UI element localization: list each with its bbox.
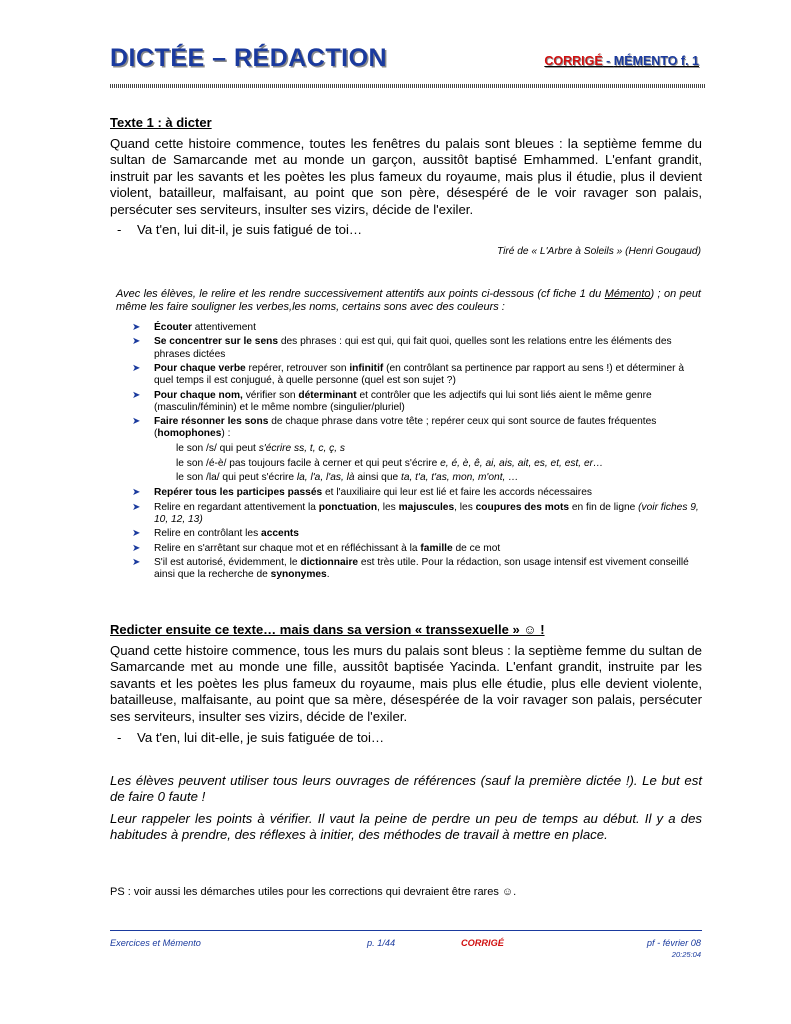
corrige-label: CORRIGÉ xyxy=(544,54,603,68)
texte1-dialogue: Va t'en, lui dit-il, je suis fatigué de toi… xyxy=(137,222,363,237)
item-text: . xyxy=(326,569,330,581)
item-bold: infinitif xyxy=(349,362,384,374)
footer-left: Exercices et Mémento xyxy=(110,938,201,948)
item-bold: Pour chaque verbe xyxy=(154,362,246,374)
list-item xyxy=(130,336,702,360)
item-text: ainsi que xyxy=(354,472,402,484)
item-bold: homophones xyxy=(157,428,222,440)
memento-label: MÉMENTO f. 1 xyxy=(613,54,699,68)
item-bold: Pour chaque nom, xyxy=(154,389,243,401)
item-italic: e, é, è, ê, ai, ais, ait, es, et, est, er… xyxy=(440,457,604,469)
item-text: le son /s/ qui peut xyxy=(176,442,259,454)
list-item xyxy=(130,557,702,581)
item-italic: ta, t'a, t'as, mon, m'ont, … xyxy=(401,472,519,484)
arrow-bullet-icon: ➤ xyxy=(132,501,141,513)
item-bold: Faire résonner les sons xyxy=(154,416,269,428)
item-text: S'il est autorisé, évidemment, le xyxy=(154,556,301,568)
item-text: Relire en contrôlant les xyxy=(154,528,262,540)
item-bold: coupures des mots xyxy=(475,501,570,513)
sound-item xyxy=(130,472,702,484)
sound-item xyxy=(130,443,702,455)
item-text: ) : xyxy=(221,428,231,440)
item-text: attentivement xyxy=(191,322,256,333)
item-bold: Se concentrer sur le sens xyxy=(154,336,279,348)
source-credit: Tiré de « L'Arbre à Soleils » (Henri Gougaud) xyxy=(496,246,701,257)
item-bold: accents xyxy=(261,528,299,540)
item-text: repérer, retrouver son xyxy=(245,362,350,374)
item-bold: ponctuation xyxy=(318,501,378,513)
footer-corrige: CORRIGÉ xyxy=(461,938,504,948)
item-text: (en contrôlant sa pertinence par rapport au sens !) et déterminer à quel temps il est conjugué, à quelle personne (quel est son sujet ?) xyxy=(154,362,684,387)
footer-time: 20:25:04 xyxy=(671,950,701,959)
note-paragraph-1: Les élèves peuvent utiliser tous leurs ouvrages de références (sauf la première dictée !). Le but est de faire 0 faute ! xyxy=(110,773,702,805)
item-text: , les xyxy=(377,501,399,513)
item-bold: Écouter xyxy=(154,322,192,333)
item-text: le son /la/ qui peut s'écrire xyxy=(176,472,297,484)
arrow-bullet-icon: ➤ xyxy=(132,542,141,554)
dash-mark: - xyxy=(117,222,122,237)
page-title: DICTÉE – RÉDACTION xyxy=(110,44,388,72)
ps-note: PS : voir aussi les démarches utiles pour les corrections qui devraient être rares ☺. xyxy=(110,886,517,898)
arrow-bullet-icon: ➤ xyxy=(132,389,141,401)
item-bold: synonymes xyxy=(270,569,327,581)
list-item xyxy=(130,502,702,526)
texte1-paragraph: Quand cette histoire commence, toutes les fenêtres du palais sont bleues : la septième femme du sultan de Samarcande met au monde un garçon, aussitôt baptisé Emhammed. L'enfant grandit, instruit par les savants et les poètes les plus fameux du royaume, mais plus il étudie, plus il devient violent, batailleur, malfaisant, au point que son père, désespéré de le voir ravager son palais, persécuter ses serviteurs, insulter ses vizirs, décide de l'exiler. xyxy=(110,136,702,217)
texte2-heading: Redicter ensuite ce texte… mais dans sa version « transsexuelle » ☺ ! xyxy=(110,622,545,637)
header-hatched-rule xyxy=(110,84,706,88)
instructions-intro xyxy=(116,288,701,314)
texte1-dialogue-line xyxy=(117,222,362,237)
texte1-heading: Texte 1 : à dicter xyxy=(110,115,212,130)
arrow-bullet-icon: ➤ xyxy=(132,487,141,499)
sound-item xyxy=(130,458,702,470)
footer-page-number: p. 1/44 xyxy=(367,938,396,948)
texte2-dialogue: Va t'en, lui dit-elle, je suis fatiguée de toi… xyxy=(137,730,385,745)
intro-text-b: ) ; on peut même les faire souligner les verbes,les noms, certains sons avec des couleurs : xyxy=(116,288,701,314)
item-text: le son /é-è/ pas toujours facile à cerner et qui peut s'écrire xyxy=(176,457,441,469)
item-text: est très utile. Pour la rédaction, son usage intensif est vivement conseillé ainsi que la recherche de xyxy=(154,556,689,581)
list-item xyxy=(130,390,702,414)
checklist xyxy=(130,322,702,584)
list-item xyxy=(130,487,702,499)
arrow-bullet-icon: ➤ xyxy=(132,362,141,374)
list-item xyxy=(130,528,702,540)
item-bold: Repérer tous les participes passés xyxy=(154,487,323,499)
item-text: et l'auxiliaire qui leur est lié et faire les accords nécessaires xyxy=(322,487,592,499)
item-bold: déterminant xyxy=(298,389,357,401)
memento-link[interactable]: Mémento xyxy=(604,288,651,300)
dash-mark: - xyxy=(117,730,122,745)
arrow-bullet-icon: ➤ xyxy=(132,322,141,333)
intro-text-a: Avec les élèves, le relire et les rendre successivement attentifs aux points ci-dessous (cf fiche 1 du xyxy=(116,288,605,300)
item-text: des phrases : qui est qui, qui fait quoi, quelles sont les relations entre les éléments des phrases dictées xyxy=(154,336,672,360)
item-text: Relire en regardant attentivement la xyxy=(154,501,319,513)
header-separator: - xyxy=(602,54,614,68)
item-text: Relire en s'arrêtant sur chaque mot et en réfléchissant à la xyxy=(154,542,421,554)
item-text: vérifier son xyxy=(242,389,299,401)
item-text: de ce mot xyxy=(452,542,501,554)
item-bold: dictionnaire xyxy=(300,556,359,568)
item-bold: majuscules xyxy=(398,501,455,513)
arrow-bullet-icon: ➤ xyxy=(132,556,141,568)
arrow-bullet-icon: ➤ xyxy=(132,336,141,348)
item-text: en fin de ligne xyxy=(569,501,639,513)
list-item xyxy=(130,322,702,334)
item-italic: (voir fiches 9, 10, 12, 13) xyxy=(154,501,699,525)
texte2-paragraph: Quand cette histoire commence, tous les murs du palais sont bleus : la septième femme du sultan de Samarcande met au monde une fille, aussitôt baptisée Yacinda. L'enfant grandit, instruite par les savants et les poètes les plus fameux du royaume, mais plus elle étudie, plus elle devient violente, batailleuse, malfaisante, au point que sa mère, désespérée de la voir ravager son palais, persécuter ses serviteurs, insulter ses vizirs, décide de l'exiler. xyxy=(110,643,702,724)
footer-rule xyxy=(110,930,702,931)
item-bold: famille xyxy=(420,542,453,554)
item-text: , les xyxy=(454,501,476,513)
item-text: de chaque phrase dans votre tête ; repérer ceux qui sont source de fautes fréquentes ( xyxy=(154,416,657,440)
item-italic: la, l'a, l'as, là xyxy=(296,472,355,484)
list-item xyxy=(130,363,702,387)
header-corrige-memento xyxy=(544,54,699,68)
list-item xyxy=(130,543,702,555)
texte2-dialogue-line xyxy=(117,730,384,745)
item-text: et contrôler que les adjectifs qui lui sont liés aient le même genre (masculin/féminin) et le même nombre (singulier/pluriel) xyxy=(154,389,652,413)
arrow-bullet-icon: ➤ xyxy=(132,528,141,540)
arrow-bullet-icon: ➤ xyxy=(132,416,141,428)
item-italic: s'écrire ss, t, c, ç, s xyxy=(258,442,345,454)
list-item xyxy=(130,416,702,440)
note-paragraph-2: Leur rappeler les points à vérifier. Il vaut la peine de perdre un peu de temps au début. Il y a des habitudes à prendre, des réflexes à initier, des méthodes de travail à mettre en place. xyxy=(110,811,702,843)
footer-right: pf - février 08 xyxy=(646,938,701,948)
